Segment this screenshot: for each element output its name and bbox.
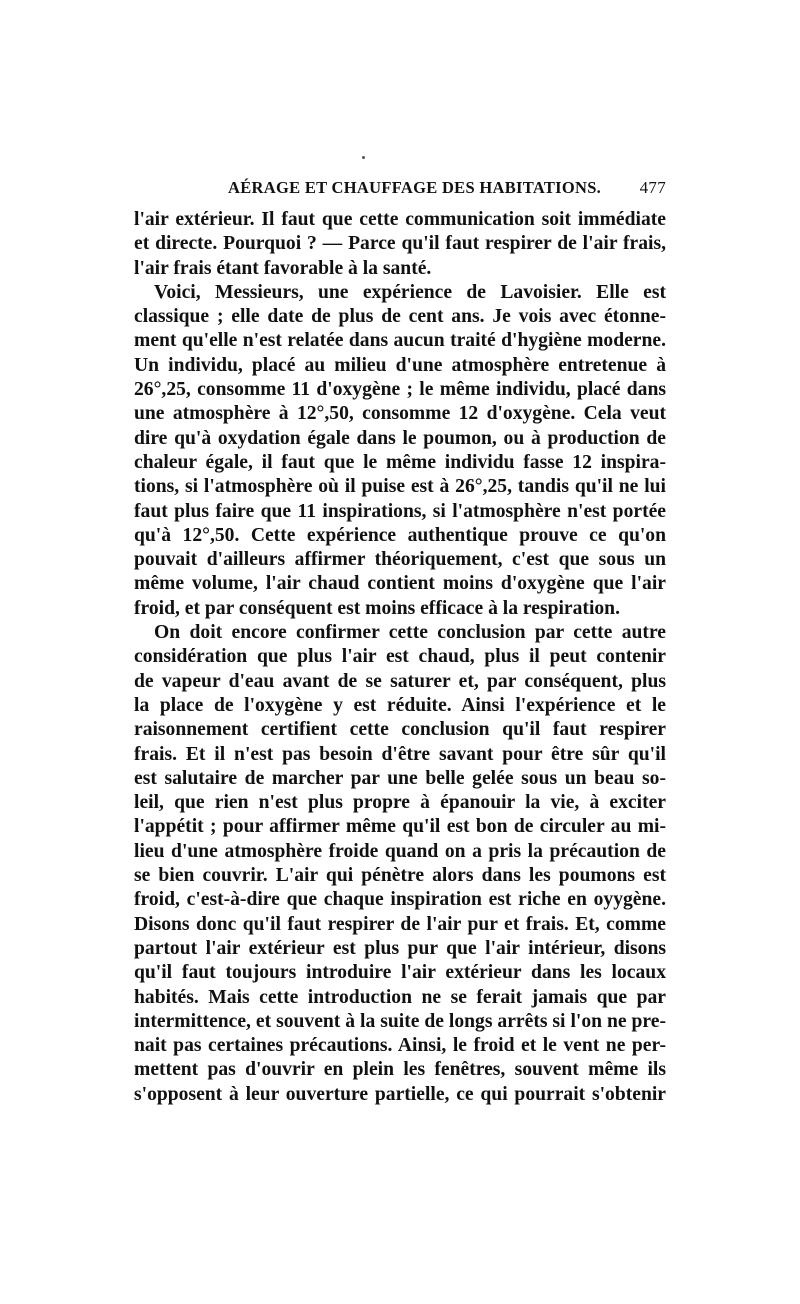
text-line: la place de l'oxygène y est réduite. Ainsi l'expérience et le	[134, 694, 666, 716]
text-line: qu'à 12°,50. Cette expérience authentique prouve ce qu'on	[134, 524, 666, 546]
text-line: l'air extérieur. Il faut que cette communication soit immédiate	[134, 209, 666, 230]
text-line: ment qu'elle n'est relatée dans aucun traité d'hygiène moderne.	[134, 330, 666, 352]
text-line: s'opposent à leur ouverture partielle, ce qui pourrait s'obtenir	[134, 1083, 666, 1105]
running-title: AÉRAGE ET CHAUFFAGE DES HABITATIONS.	[228, 178, 602, 197]
text-line: habités. Mais cette introduction ne se ferait jamais que par	[134, 986, 666, 1008]
page-mark	[362, 156, 365, 159]
text-line: raisonnement certifient cette conclusion qu'il faut respirer	[134, 719, 666, 741]
text-line: se bien couvrir. L'air qui pénètre alors dans les poumons est	[134, 865, 666, 887]
text-line: l'appétit ; pour affirmer même qu'il est bon de circuler au mi-	[134, 816, 666, 838]
text-line: tions, si l'atmosphère où il puise est à 26°,25, tandis qu'il ne lui	[134, 476, 666, 498]
text-line: classique ; elle date de plus de cent ans. Je vois avec étonne-	[134, 306, 666, 328]
text-line: une atmosphère à 12°,50, consomme 12 d'oxygène. Cela veut	[134, 403, 666, 425]
text-line: de vapeur d'eau avant de se saturer et, par conséquent, plus	[134, 670, 666, 692]
text-line: est salutaire de marcher par une belle gelée sous un beau so-	[134, 767, 666, 789]
text-line: partout l'air extérieur est plus pur que l'air intérieur, disons	[134, 937, 666, 959]
text-line: intermittence, et souvent à la suite de longs arrêts si l'on ne pre-	[134, 1010, 666, 1032]
text-line: faut plus faire que 11 inspirations, si l'atmosphère n'est portée	[134, 500, 666, 522]
text-line: dire qu'à oxydation égale dans le poumon, ou à production de	[134, 427, 666, 449]
text-line: chaleur égale, il faut que le même individu fasse 12 inspira-	[134, 451, 666, 473]
text-line: considération que plus l'air est chaud, plus il peut contenir	[134, 646, 666, 668]
body-text	[134, 208, 666, 1107]
page-number: 477	[639, 178, 666, 197]
text-line: l'air frais étant favorable à la santé.	[134, 257, 432, 279]
text-line: Disons donc qu'il faut respirer de l'air pur et frais. Et, comme	[134, 913, 666, 935]
text-line: On doit encore confirmer cette conclusion par cette autre	[154, 622, 666, 644]
text-line: qu'il faut toujours introduire l'air extérieur dans les locaux	[134, 962, 666, 984]
text-line: leil, que rien n'est plus propre à épanouir la vie, à exciter	[134, 792, 666, 814]
text-line: nait pas certaines précautions. Ainsi, le froid et le vent ne per-	[134, 1035, 666, 1057]
text-line: froid, et par conséquent est moins efficace à la respiration.	[134, 597, 620, 619]
text-line: mettent pas d'ouvrir en plein les fenêtres, souvent même ils	[134, 1059, 666, 1081]
text-line: froid, c'est-à-dire que chaque inspiration est riche en oyygène.	[134, 889, 666, 911]
running-header	[134, 178, 666, 208]
text-line: même volume, l'air chaud contient moins d'oxygène que l'air	[134, 573, 666, 595]
text-line: lieu d'une atmosphère froide quand on a pris la précaution de	[134, 840, 666, 862]
text-line: 26°,25, consomme 11 d'oxygène ; le même individu, placé dans	[134, 379, 666, 401]
text-line: Un individu, placé au milieu d'une atmosphère entretenue à	[134, 354, 666, 376]
text-line: Voici, Messieurs, une expérience de Lavoisier. Elle est	[154, 281, 666, 303]
text-line: pouvait d'ailleurs affirmer théoriquement, c'est que sous un	[134, 549, 666, 571]
book-page	[134, 178, 666, 1107]
text-line: frais. Et il n'est pas besoin d'être savant pour être sûr qu'il	[134, 743, 666, 765]
text-line: et directe. Pourquoi ? — Parce qu'il faut respirer de l'air frais,	[134, 233, 666, 255]
